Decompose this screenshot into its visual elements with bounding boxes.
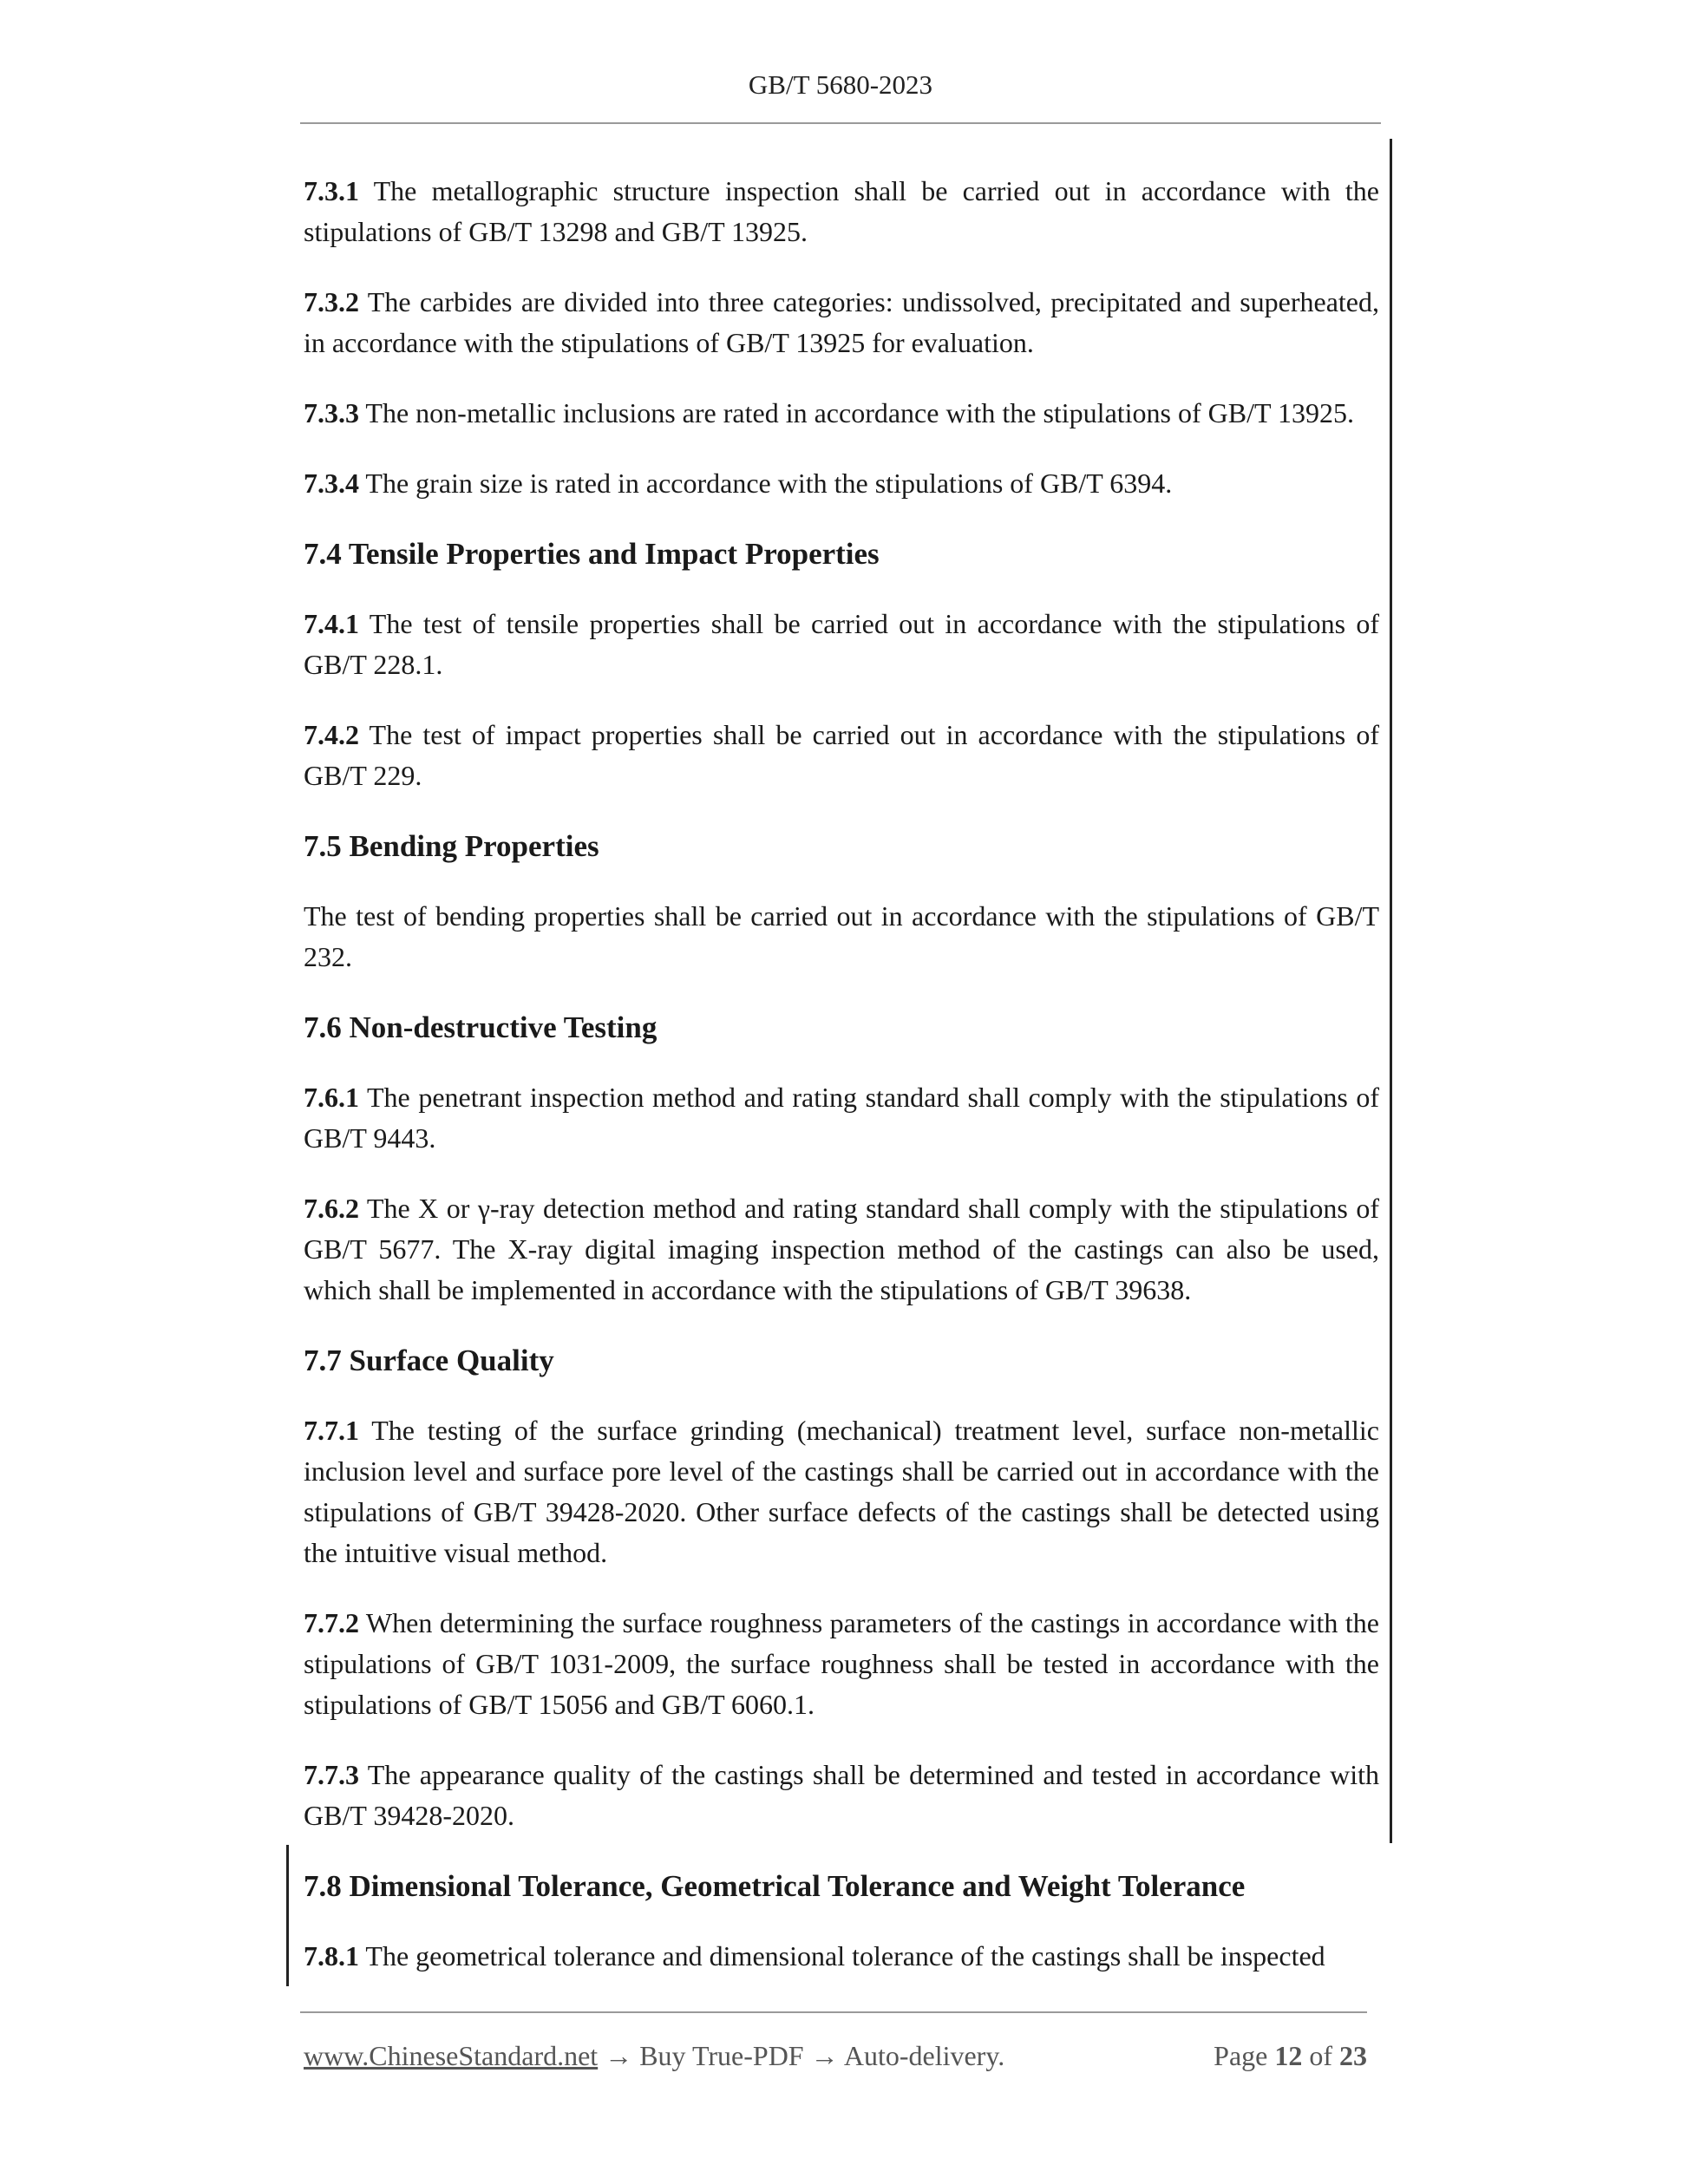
clause-text: The metallographic structure inspection shall be carried out in accordance with the stipulations of GB/T 13298 and GB/T 13925. <box>304 175 1380 247</box>
clause-paragraph <box>304 604 1379 685</box>
clause-number: 7.4.2 <box>304 719 359 750</box>
clause-text: The X or γ-ray detection method and rating standard shall comply with the stipulations of GB/T 5677. The X-ray digital imaging inspection method of the castings can also be used, which shall be implemented in accordance with the stipulations of GB/T 39638. <box>304 1193 1379 1305</box>
page-label: Page <box>1214 2040 1268 2071</box>
revision-bar-right <box>1390 139 1392 1843</box>
section-heading: 7.7 Surface Quality <box>304 1344 554 1377</box>
clause-paragraph <box>304 463 1379 504</box>
section-heading: 7.5 Bending Properties <box>304 829 599 863</box>
clause-text: The penetrant inspection method and rating standard shall comply with the stipulations of GB/T 9443. <box>304 1082 1380 1154</box>
section-heading: 7.8 Dimensional Tolerance, Geometrical Tolerance and Weight Tolerance <box>304 1869 1246 1903</box>
clause-paragraph <box>304 715 1379 796</box>
clause-text: The non-metallic inclusions are rated in accordance with the stipulations of GB/T 13925. <box>365 397 1354 428</box>
clause-paragraph <box>304 1077 1379 1159</box>
total-pages: 23 <box>1339 2040 1367 2071</box>
clause-text: The appearance quality of the castings shall be determined and tested in accordance with GB/T 39428-2020. <box>304 1759 1379 1831</box>
clause-paragraph <box>304 1410 1379 1573</box>
clause-paragraph <box>304 1603 1379 1725</box>
footer-promo <box>304 2037 1004 2075</box>
footer-divider <box>300 2011 1367 2013</box>
clause-number: 7.3.1 <box>304 175 359 206</box>
clause-number: 7.7.1 <box>304 1415 359 1446</box>
clause-paragraph <box>304 282 1379 363</box>
clause-number: 7.8.1 <box>304 1940 359 1971</box>
clause-text: The carbides are divided into three categories: undissolved, precipitated and superheated, in accordance with the stipulations of GB/T 13925 for evaluation. <box>304 286 1380 358</box>
current-page: 12 <box>1274 2040 1303 2071</box>
document-body <box>304 171 1379 2006</box>
page-number <box>1214 2037 1367 2075</box>
website-link[interactable]: www.ChineseStandard.net <box>304 2040 599 2071</box>
section-heading: 7.6 Non-destructive Testing <box>304 1010 658 1044</box>
footer-tagline: → Buy True-PDF → Auto-delivery. <box>598 2040 1005 2071</box>
clause-paragraph <box>304 1188 1379 1311</box>
clause-paragraph <box>304 393 1379 434</box>
page-header-title: GB/T 5680-2023 <box>748 69 933 100</box>
clause-text: The geometrical tolerance and dimensional tolerance of the castings shall be inspected <box>365 1940 1325 1971</box>
section-heading: 7.4 Tensile Properties and Impact Properties <box>304 537 880 571</box>
clause-number: 7.3.3 <box>304 397 359 428</box>
clause-text: The test of impact properties shall be carried out in accordance with the stipulations of GB/T 229. <box>304 719 1380 791</box>
clause-number: 7.4.1 <box>304 608 359 639</box>
clause-number: 7.3.2 <box>304 286 359 317</box>
clause-text: When determining the surface roughness parameters of the castings in accordance with the stipulations of GB/T 1031-2009, the surface roughness shall be tested in accordance with the stipulations of GB/T 15056 and GB/T 6060.1. <box>304 1607 1380 1720</box>
clause-number: 7.7.2 <box>304 1607 359 1638</box>
clause-text: The test of tensile properties shall be carried out in accordance with the stipulations of GB/T 228.1. <box>304 608 1380 680</box>
page-footer <box>304 2037 1367 2075</box>
clause-paragraph <box>304 1936 1379 1977</box>
clause-paragraph <box>304 1755 1379 1836</box>
of-label: of <box>1309 2040 1332 2071</box>
header-divider <box>300 122 1381 124</box>
clause-text: The test of bending properties shall be carried out in accordance with the stipulations of GB/T 232. <box>304 900 1379 972</box>
revision-bar-left <box>286 1845 289 1986</box>
clause-number: 7.7.3 <box>304 1759 359 1790</box>
clause-paragraph <box>304 171 1379 252</box>
clause-number: 7.6.1 <box>304 1082 359 1113</box>
clause-number: 7.6.2 <box>304 1193 359 1224</box>
clause-text: The grain size is rated in accordance with the stipulations of GB/T 6394. <box>365 468 1173 499</box>
clause-paragraph <box>304 896 1379 978</box>
clause-number: 7.3.4 <box>304 468 359 499</box>
clause-text: The testing of the surface grinding (mechanical) treatment level, surface non-metallic inclusion level and surface pore level of the castings shall be carried out in accordance with the stipulations of GB/T 39428-2020. Other surface defects of the castings shall be detected using the intuitive visual method. <box>304 1415 1380 1568</box>
